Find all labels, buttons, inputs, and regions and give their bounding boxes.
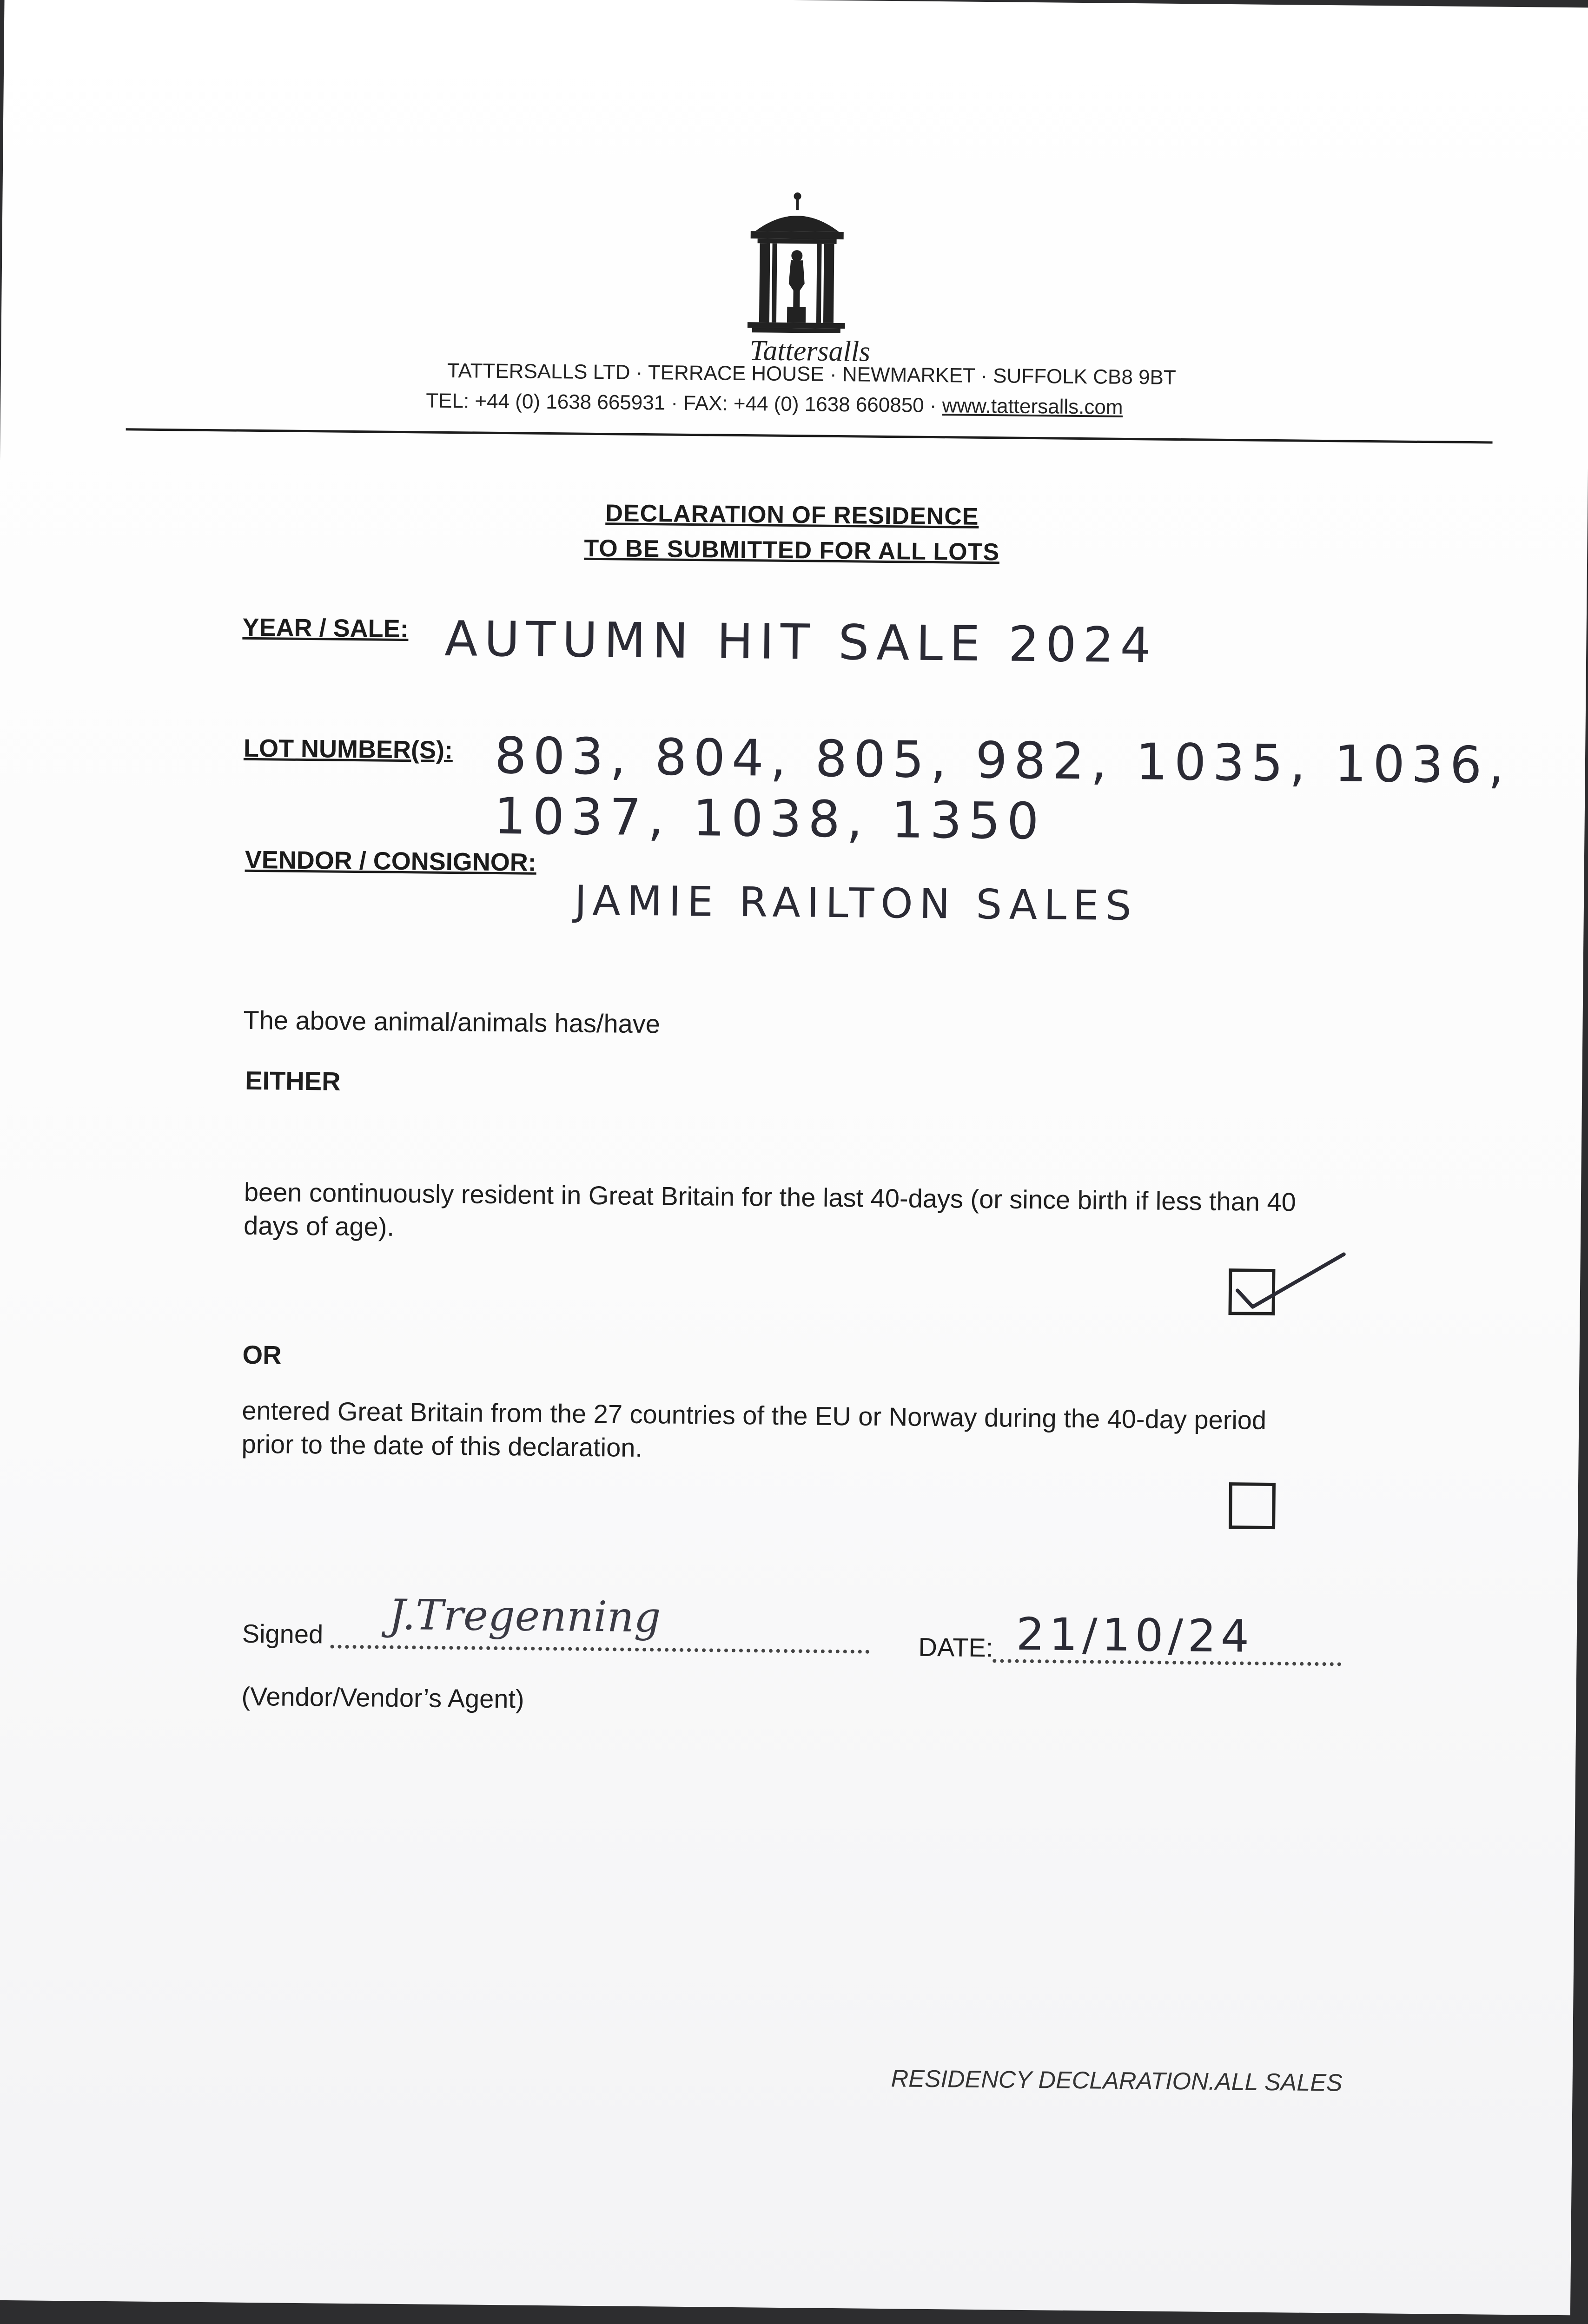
signer-role: (Vendor/Vendor’s Agent) xyxy=(241,1681,524,1714)
option-1-checkbox[interactable] xyxy=(1228,1268,1275,1315)
title-line-1: DECLARATION OF RESIDENCE xyxy=(605,500,979,530)
footer-text: RESIDENCY DECLARATION.ALL SALES xyxy=(891,2065,1343,2097)
either-heading: EITHER xyxy=(245,1065,341,1096)
vendor-label: VENDOR / CONSIGNOR: xyxy=(245,845,537,877)
signature-line xyxy=(331,1640,870,1654)
date-label: DATE: xyxy=(918,1632,993,1663)
vendor-value[interactable]: JAMIE RAILTON SALES xyxy=(574,876,1138,930)
title-line-2: TO BE SUBMITTED FOR ALL LOTS xyxy=(584,535,1000,566)
brand-name: Tattersalls xyxy=(749,335,871,368)
company-address: TATTERSALLS LTD · TERRACE HOUSE · NEWMARKET · SUFFOLK CB8 9BT xyxy=(447,359,1177,389)
lot-numbers-line-2[interactable]: 1037, 1038, 1350 xyxy=(494,787,1046,851)
signed-label: Signed xyxy=(242,1618,324,1649)
option-2-text xyxy=(241,1394,1266,1471)
page-title xyxy=(571,495,1013,570)
header-divider xyxy=(126,428,1493,443)
date-value[interactable]: 21/10/24 xyxy=(1016,1608,1254,1663)
checkmark-icon xyxy=(1227,1230,1349,1301)
or-heading: OR xyxy=(242,1340,282,1370)
signature-value[interactable]: J.Tregenning xyxy=(388,1590,661,1642)
option-2-line-1: entered Great Britain from the 27 countries of the EU or Norway during the 40-day period xyxy=(242,1395,1267,1435)
option-1-line-1: been continuously resident in Great Britain for the last 40-days (or since birth if less than 40 xyxy=(244,1177,1297,1217)
tattersalls-logo-icon xyxy=(748,190,847,340)
intro-text: The above animal/animals has/have xyxy=(243,1005,661,1039)
company-contact xyxy=(426,389,1123,419)
year-sale-value[interactable]: AUTUMN HIT SALE 2024 xyxy=(444,610,1158,674)
option-1-line-2: days of age). xyxy=(243,1210,395,1241)
website-link[interactable]: www.tattersalls.com xyxy=(942,394,1123,419)
option-1-text xyxy=(244,1175,1296,1253)
year-sale-label: YEAR / SALE: xyxy=(242,613,409,643)
lot-numbers-line-1[interactable]: 803, 804, 805, 982, 1035, 1036, xyxy=(494,726,1511,795)
lot-numbers-label: LOT NUMBER(S): xyxy=(243,734,453,765)
option-2-line-2: prior to the date of this declaration. xyxy=(241,1429,643,1463)
option-2-checkbox[interactable] xyxy=(1229,1482,1276,1529)
contact-phone-fax: TEL: +44 (0) 1638 665931 · FAX: +44 (0) 1638 660850 · xyxy=(426,389,943,417)
